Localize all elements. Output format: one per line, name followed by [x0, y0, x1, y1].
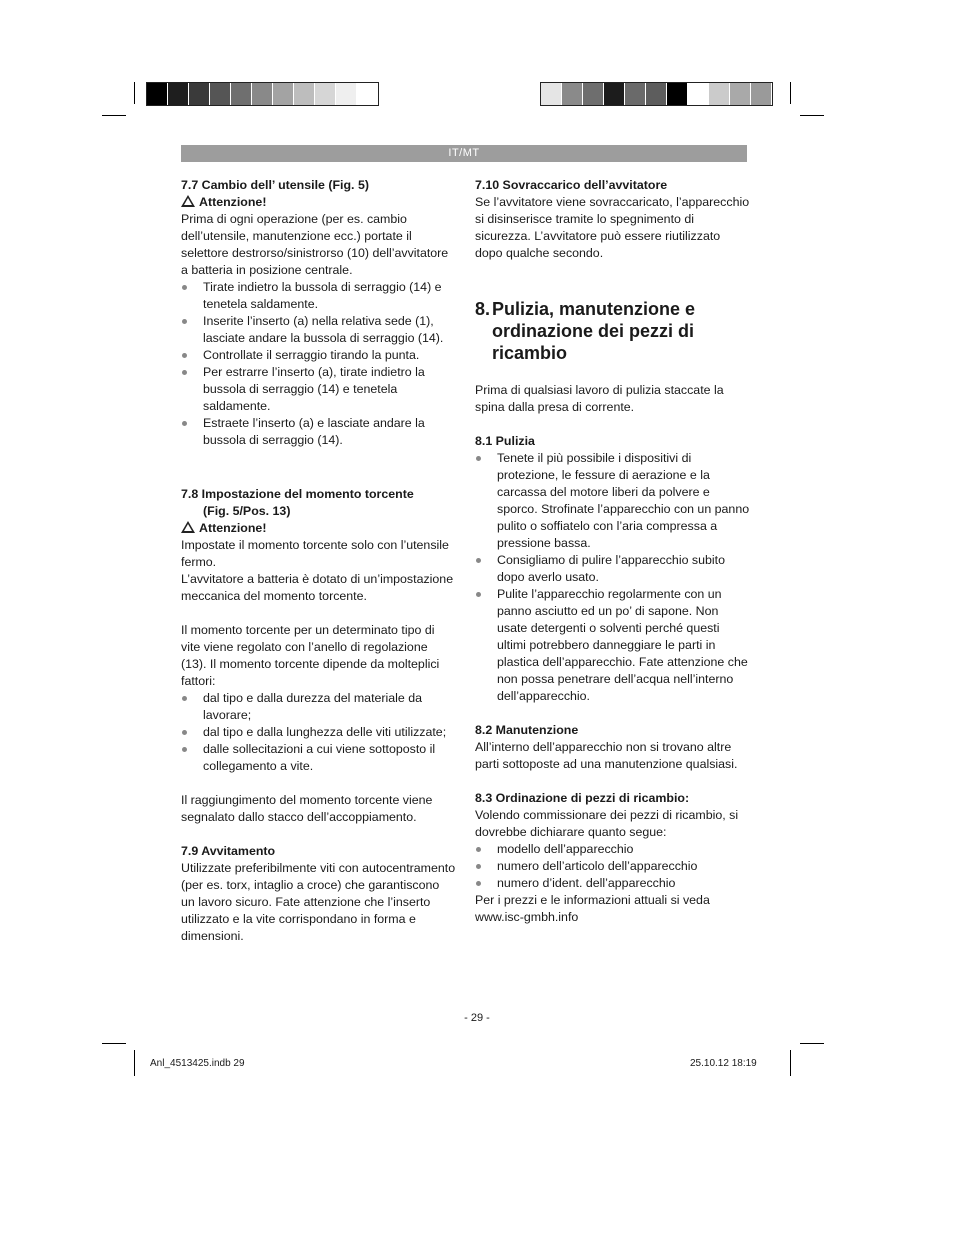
color-swatch	[541, 83, 562, 105]
color-swatch	[357, 83, 378, 105]
section-7-8-text-1: Impostate il momento torcente solo con l’utensile fermo.	[181, 538, 449, 569]
file-info: Anl_4513425.indb 29	[150, 1058, 245, 1069]
section-7-8-subtitle: (Fig. 5/Pos. 13)	[203, 504, 291, 518]
color-swatch	[189, 83, 210, 105]
list-item: Tenete il più possibile i dispositivi di protezione, le fessure di aerazione e la carcassa del motore liberi da polvere e sporco. Strofinate l’apparecchio con un panno pulito o soffiatelo con l’aria compressa a pressione bassa.	[475, 450, 750, 552]
color-swatch	[751, 83, 772, 105]
section-7-8-text-2: L’avvitatore a batteria è dotato di un’impostazione meccanica del momento torcente.	[181, 572, 454, 603]
section-8-1-title: 8.1 Pulizia	[475, 434, 535, 448]
section-8-2-text: All’interno dell’apparecchio non si trovano altre parti sottoposte ad una manutenzione qualsiasi.	[475, 740, 738, 771]
list-item: Pulite l’apparecchio regolarmente con un panno asciutto ed un po’ di sapone. Non usate detergenti o solventi perché questi ultimi potrebbero danneggiare le parti in plastica dell’apparecchio. Fate attenzione che non possa penetrare dell’acqua nell’interno dell’apparecchio.	[475, 586, 750, 705]
warning-heading: Attenzione!	[181, 194, 456, 211]
warning-icon	[181, 195, 195, 207]
list-item: numero dell’articolo dell’apparecchio	[475, 858, 750, 875]
crop-mark	[800, 115, 824, 116]
section-7-8-title: 7.8 Impostazione del momento torcente	[181, 487, 414, 501]
section-8-3-list	[475, 841, 750, 892]
list-item: numero d’ident. dell’apparecchio	[475, 875, 750, 892]
list-item: Inserite l’inserto (a) nella relativa sede (1), lasciate andare la bussola di serraggio (14).	[181, 313, 456, 347]
color-swatch	[583, 83, 604, 105]
section-7-9-title: 7.9 Avvitamento	[181, 844, 276, 858]
chapter-8-intro: Prima di qualsiasi lavoro di pulizia staccate la spina dalla presa di corrente.	[475, 383, 724, 414]
crop-mark	[134, 1050, 135, 1076]
color-swatch	[646, 83, 667, 105]
list-item: dal tipo e dalla durezza del materiale da lavorare;	[181, 690, 456, 724]
warning-icon	[181, 521, 195, 533]
language-header: IT/MT	[181, 145, 747, 162]
color-swatch	[730, 83, 751, 105]
crop-mark	[800, 1043, 824, 1044]
right-column	[475, 177, 750, 926]
color-swatch	[168, 83, 189, 105]
list-item: dal tipo e dalla lunghezza delle viti utilizzate;	[181, 724, 456, 741]
color-swatch	[336, 83, 357, 105]
section-7-7-text: Prima di ogni operazione (per es. cambio dell’utensile, manutenzione ecc.) portate il selettore destrorso/sinistrorso (10) dell’avvitatore a batteria in posizione centrale.	[181, 212, 449, 277]
color-swatch	[273, 83, 294, 105]
section-8-1-list	[475, 450, 750, 705]
crop-mark	[790, 1050, 791, 1076]
section-7-8-list	[181, 690, 456, 775]
section-8-3-title: 8.3 Ordinazione di pezzi di ricambio:	[475, 791, 690, 805]
crop-mark	[134, 82, 135, 104]
section-8-3-text-1: Volendo commissionare dei pezzi di ricambio, si dovrebbe dichiarare quanto segue:	[475, 808, 739, 839]
section-7-7-title: 7.7 Cambio dell’ utensile (Fig. 5)	[181, 178, 369, 192]
color-swatch	[147, 83, 168, 105]
section-8-2-title: 8.2 Manutenzione	[475, 723, 579, 737]
warning-heading: Attenzione!	[181, 520, 456, 537]
section-7-8-text-3: Il momento torcente per un determinato tipo di vite viene regolato con l’anello di regolazione (13). Il momento torcente dipende da molteplici fattori:	[181, 623, 440, 688]
section-7-7-list	[181, 279, 456, 449]
section-8-3-text-2: Per i prezzi e le informazioni attuali si veda www.isc-gmbh.info	[475, 893, 710, 924]
crop-mark	[790, 82, 791, 104]
left-column	[181, 177, 456, 945]
color-calibration-bar-right	[540, 82, 773, 106]
section-7-10-title: 7.10 Sovraccarico dell’avvitatore	[475, 178, 668, 192]
list-item: Estraete l’inserto (a) e lasciate andare la bussola di serraggio (14).	[181, 415, 456, 449]
color-swatch	[252, 83, 273, 105]
section-7-9-text: Utilizzate preferibilmente viti con autocentramento (per es. torx, intaglio a croce) che garantiscono un lavoro sicuro. Fate attenzione che l’inserto utilizzato e la vite corrispondano in forma e dimensioni.	[181, 861, 456, 943]
color-swatch	[210, 83, 231, 105]
color-swatch	[294, 83, 315, 105]
print-date: 25.10.12 18:19	[690, 1058, 757, 1069]
section-7-8-text-4: Il raggiungimento del momento torcente viene segnalato dallo stacco dell’accoppiamento.	[181, 793, 433, 824]
color-calibration-bar-left	[146, 82, 379, 106]
color-swatch	[688, 83, 709, 105]
page-number: - 29 -	[464, 1012, 490, 1024]
crop-mark	[102, 1043, 126, 1044]
color-swatch	[231, 83, 252, 105]
color-swatch	[709, 83, 730, 105]
chapter-8-title: 8. Pulizia, manutenzione e ordinazione dei pezzi di ricambio	[475, 299, 696, 363]
section-7-10-text: Se l’avvitatore viene sovraccaricato, l’apparecchio si disinserisce tramite lo spegnimento di sicurezza. L’avvitatore può essere riutilizzato dopo qualche secondo.	[475, 195, 750, 260]
color-swatch	[604, 83, 625, 105]
list-item: modello dell’apparecchio	[475, 841, 750, 858]
color-swatch	[315, 83, 336, 105]
list-item: Tirate indietro la bussola di serraggio (14) e tenetela saldamente.	[181, 279, 456, 313]
color-swatch	[562, 83, 583, 105]
list-item: Consigliamo di pulire l’apparecchio subito dopo averlo usato.	[475, 552, 750, 586]
list-item: Per estrarre l’inserto (a), tirate indietro la bussola di serraggio (14) e tenetela saldamente.	[181, 364, 456, 415]
list-item: Controllate il serraggio tirando la punta.	[181, 347, 456, 364]
list-item: dalle sollecitazioni a cui viene sottoposto il collegamento a vite.	[181, 741, 456, 775]
crop-mark	[102, 115, 126, 116]
color-swatch	[625, 83, 646, 105]
color-swatch	[667, 83, 688, 105]
